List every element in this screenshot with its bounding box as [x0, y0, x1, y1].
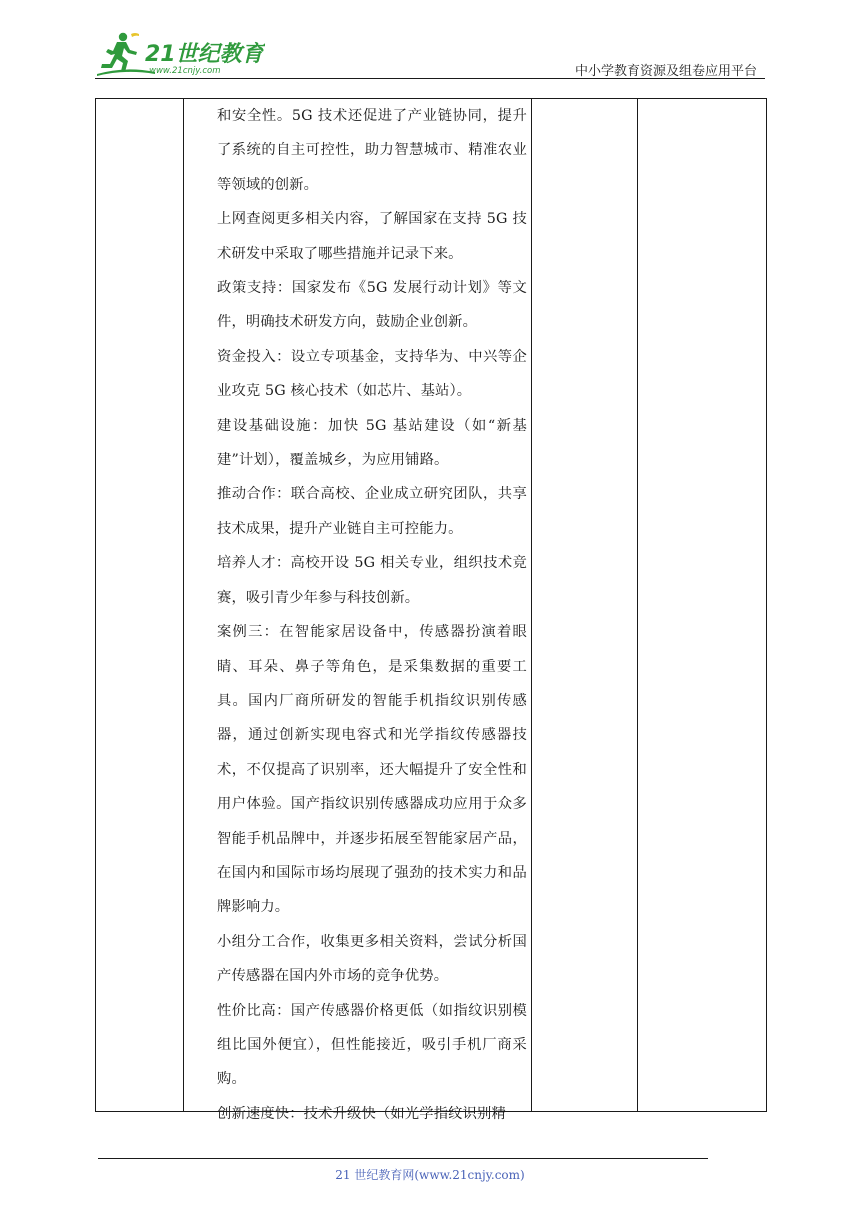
logo-graphic: [95, 28, 265, 78]
logo: [95, 28, 265, 78]
table-column-divider: [183, 99, 184, 1111]
paragraph: 资金投入：设立专项基金，支持华为、中兴等企业攻克 5G 核心技术（如芯片、基站）。: [217, 348, 527, 400]
paragraph: 和安全性。5G 技术还促进了产业链协同，提升了系统的自主可控性，助力智慧城市、精准农业等领域的创新。: [217, 108, 527, 193]
footer-divider: [98, 1158, 708, 1159]
paragraph: 性价比高：国产传感器价格更低（如指纹识别模组比国外便宜），但性能接近，吸引手机厂商采购。: [217, 1002, 527, 1088]
paragraph: 政策支持：国家发布《5G 发展行动计划》等文件，明确技术研发方向，鼓励企业创新。: [217, 280, 527, 331]
logo-url: www.21cnjy.com: [149, 66, 221, 76]
paragraph: 上网查阅更多相关内容，了解国家在支持 5G 技术研发中采取了哪些措施并记录下来。: [217, 211, 527, 262]
table-cell-content: [217, 99, 527, 1131]
paragraph: 推动合作：联合高校、企业成立研究团队，共享技术成果，提升产业链自主可控能力。: [217, 486, 527, 537]
table-column-divider: [637, 99, 638, 1111]
header-divider: [95, 78, 765, 79]
paragraph: 培养人才：高校开设 5G 相关专业，组织技术竞赛，吸引青少年参与科技创新。: [217, 555, 527, 606]
paragraph: 案例三：在智能家居设备中，传感器扮演着眼睛、耳朵、鼻子等角色，是采集数据的重要工具。国内厂商所研发的智能手机指纹识别传感器，通过创新实现电容式和光学指纹传感器技术，不仅提高了识别率，还大幅提升了安全性和用户体验。国产指纹识别传感器成功应用于众多智能手机品牌中，并逐步拓展至智能家居产品，在国内和国际市场均展现了强劲的技术实力和品牌影响力。: [217, 624, 527, 916]
paragraph: 小组分工合作，收集更多相关资料，尝试分析国产传感器在国内外市场的竞争优势。: [217, 933, 527, 985]
table-column-divider: [531, 99, 532, 1111]
paragraph: 建设基础设施：加快 5G 基站建设（如“新基建”计划），覆盖城乡，为应用铺路。: [217, 417, 527, 469]
page-header: [95, 28, 765, 78]
logo-title: 21世纪教育: [145, 42, 264, 67]
footer-link[interactable]: 21 世纪教育网(www.21cnjy.com): [335, 1168, 525, 1182]
paragraph: 创新速度快：技术升级快（如光学指纹识别精: [217, 1105, 506, 1122]
header-tagline: 中小学教育资源及组卷应用平台: [574, 64, 757, 79]
